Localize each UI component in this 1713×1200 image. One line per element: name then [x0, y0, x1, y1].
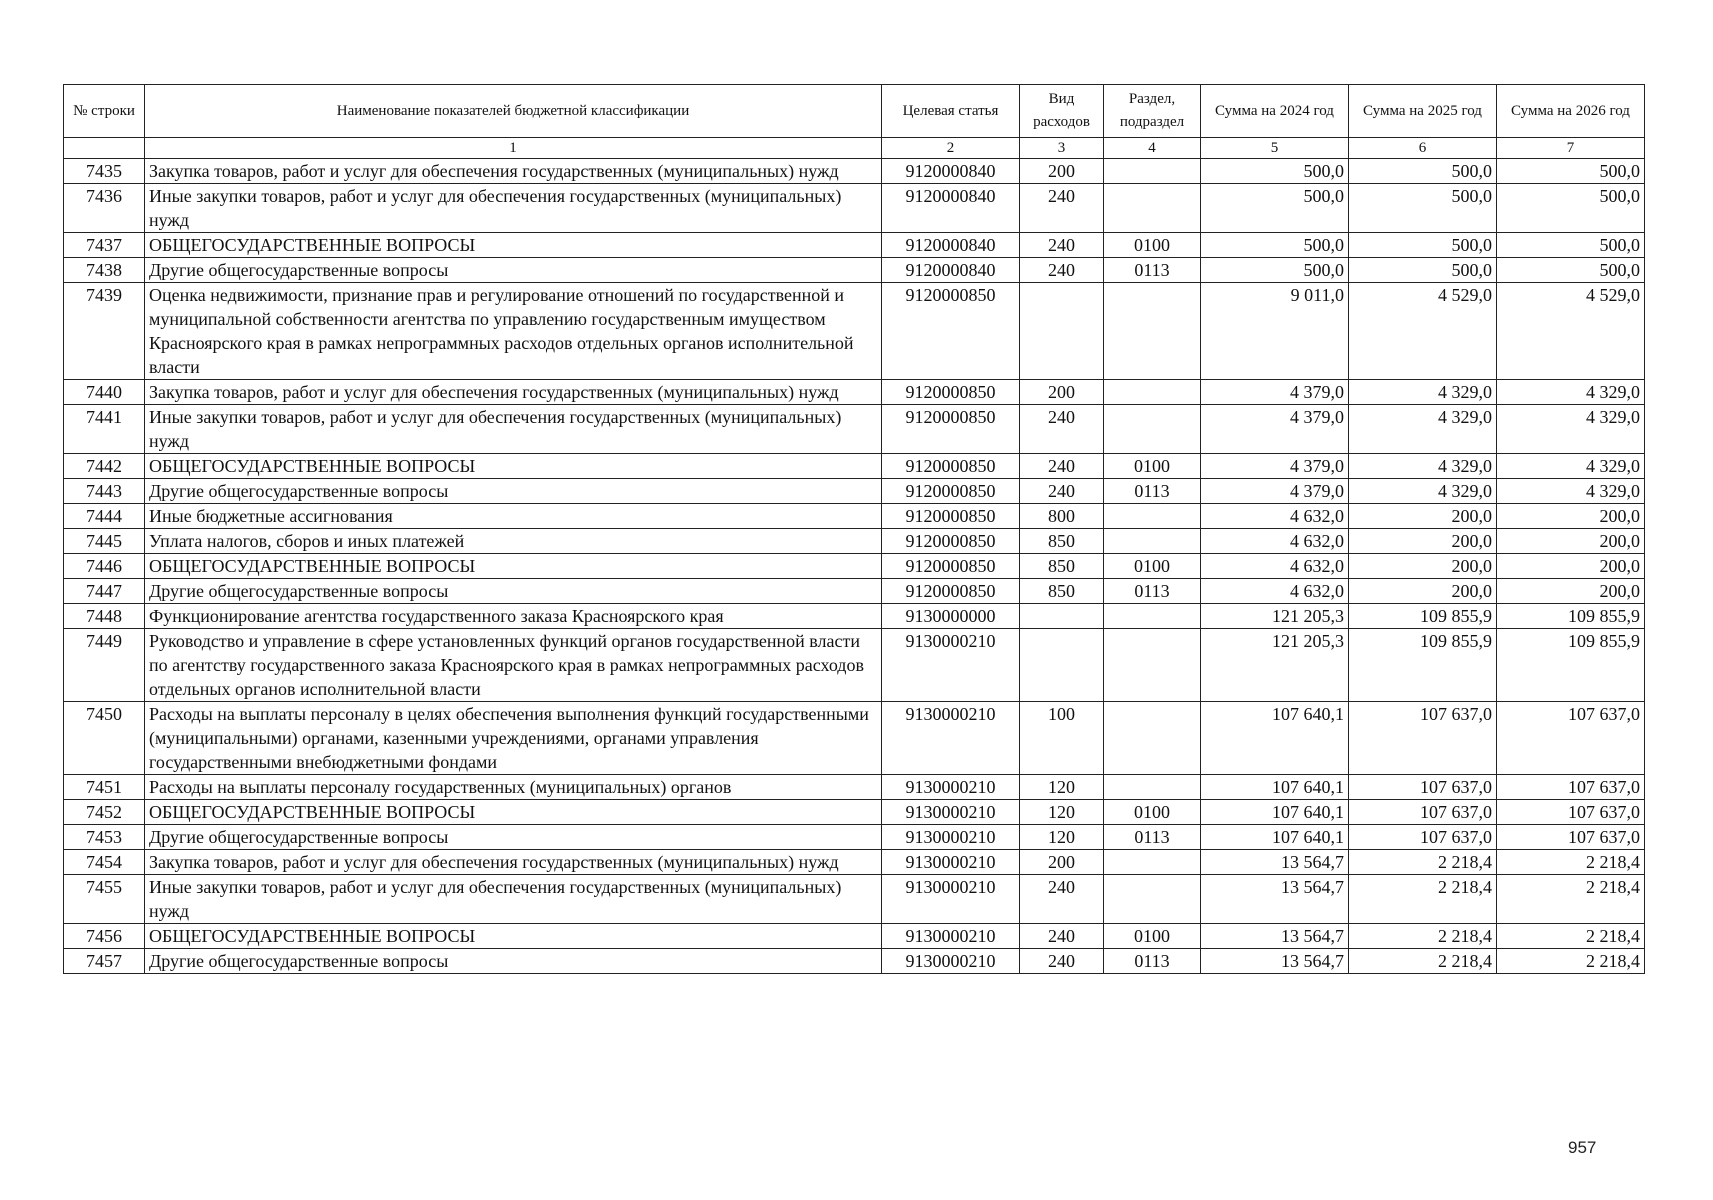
row-section-code — [1104, 875, 1201, 924]
row-target-code: 9120000840 — [882, 184, 1020, 233]
row-sum-2025: 107 637,0 — [1349, 825, 1497, 850]
row-name: ОБЩЕГОСУДАРСТВЕННЫЕ ВОПРОСЫ — [145, 554, 882, 579]
row-number: 7438 — [64, 258, 145, 283]
row-expense-type: 120 — [1020, 775, 1104, 800]
row-sum-2026: 200,0 — [1497, 579, 1645, 604]
row-name: Другие общегосударственные вопросы — [145, 579, 882, 604]
row-sum-2024: 107 640,1 — [1201, 825, 1349, 850]
row-sum-2026: 109 855,9 — [1497, 629, 1645, 702]
row-expense-type: 240 — [1020, 184, 1104, 233]
row-name: Расходы на выплаты персоналу государственных (муниципальных) органов — [145, 775, 882, 800]
row-expense-type: 240 — [1020, 454, 1104, 479]
row-target-code: 9130000210 — [882, 800, 1020, 825]
header-vid: Вид расходов — [1020, 85, 1104, 138]
row-section-code: 0100 — [1104, 554, 1201, 579]
row-sum-2024: 13 564,7 — [1201, 875, 1349, 924]
row-sum-2025: 200,0 — [1349, 504, 1497, 529]
row-expense-type: 240 — [1020, 258, 1104, 283]
row-target-code: 9120000840 — [882, 258, 1020, 283]
row-section-code: 0113 — [1104, 825, 1201, 850]
table-row — [64, 233, 1645, 258]
row-sum-2024: 500,0 — [1201, 184, 1349, 233]
row-expense-type: 850 — [1020, 579, 1104, 604]
column-number-empty — [64, 138, 145, 159]
row-sum-2026: 4 329,0 — [1497, 454, 1645, 479]
row-section-code: 0113 — [1104, 579, 1201, 604]
row-sum-2026: 107 637,0 — [1497, 825, 1645, 850]
row-section-code — [1104, 702, 1201, 775]
table-row — [64, 702, 1645, 775]
row-sum-2024: 107 640,1 — [1201, 775, 1349, 800]
row-expense-type — [1020, 629, 1104, 702]
row-sum-2025: 500,0 — [1349, 258, 1497, 283]
row-sum-2024: 4 379,0 — [1201, 454, 1349, 479]
header-sum-2026: Сумма на 2026 год — [1497, 85, 1645, 138]
row-sum-2024: 4 632,0 — [1201, 504, 1349, 529]
table-row — [64, 554, 1645, 579]
table-body — [64, 159, 1645, 974]
table-row — [64, 924, 1645, 949]
table-row — [64, 454, 1645, 479]
row-sum-2026: 4 529,0 — [1497, 283, 1645, 380]
row-name: Другие общегосударственные вопросы — [145, 825, 882, 850]
row-sum-2026: 2 218,4 — [1497, 924, 1645, 949]
row-sum-2026: 4 329,0 — [1497, 479, 1645, 504]
table-row — [64, 504, 1645, 529]
row-expense-type: 240 — [1020, 479, 1104, 504]
row-sum-2024: 107 640,1 — [1201, 800, 1349, 825]
row-name: Расходы на выплаты персоналу в целях обеспечения выполнения функций государственными (муниципальными) органами, казенными учреждениями, органами управления государственными внебюджетными фондами — [145, 702, 882, 775]
row-name: Закупка товаров, работ и услуг для обеспечения государственных (муниципальных) нужд — [145, 850, 882, 875]
row-expense-type: 120 — [1020, 825, 1104, 850]
row-name: Другие общегосударственные вопросы — [145, 949, 882, 974]
row-number: 7442 — [64, 454, 145, 479]
row-name: Уплата налогов, сборов и иных платежей — [145, 529, 882, 554]
row-expense-type: 240 — [1020, 875, 1104, 924]
table-row — [64, 405, 1645, 454]
row-expense-type: 240 — [1020, 924, 1104, 949]
row-section-code — [1104, 283, 1201, 380]
row-expense-type: 200 — [1020, 380, 1104, 405]
row-section-code — [1104, 775, 1201, 800]
row-section-code — [1104, 850, 1201, 875]
row-section-code: 0113 — [1104, 479, 1201, 504]
row-section-code: 0100 — [1104, 800, 1201, 825]
row-target-code: 9120000850 — [882, 454, 1020, 479]
header-row-no: № строки — [64, 85, 145, 138]
row-target-code: 9130000210 — [882, 775, 1020, 800]
row-name: Оценка недвижимости, признание прав и регулирование отношений по государственной и муниципальной собственности агентства по управлению государственным имуществом Красноярского края в рамках непрограммных расходов отдельных органов исполнительной власти — [145, 283, 882, 380]
row-name: Иные закупки товаров, работ и услуг для обеспечения государственных (муниципальных) нужд — [145, 405, 882, 454]
row-sum-2025: 500,0 — [1349, 184, 1497, 233]
header-row — [64, 85, 1645, 138]
header-target: Целевая статья — [882, 85, 1020, 138]
row-sum-2025: 2 218,4 — [1349, 850, 1497, 875]
row-number: 7451 — [64, 775, 145, 800]
row-target-code: 9130000210 — [882, 949, 1020, 974]
row-number: 7446 — [64, 554, 145, 579]
row-number: 7455 — [64, 875, 145, 924]
row-name: Иные бюджетные ассигнования — [145, 504, 882, 529]
row-number: 7437 — [64, 233, 145, 258]
row-name: Закупка товаров, работ и услуг для обеспечения государственных (муниципальных) нужд — [145, 380, 882, 405]
row-sum-2024: 4 379,0 — [1201, 405, 1349, 454]
header-sum-2024: Сумма на 2024 год — [1201, 85, 1349, 138]
row-name: Иные закупки товаров, работ и услуг для обеспечения государственных (муниципальных) нужд — [145, 184, 882, 233]
row-target-code: 9130000210 — [882, 629, 1020, 702]
table-row — [64, 258, 1645, 283]
row-sum-2026: 500,0 — [1497, 258, 1645, 283]
row-sum-2024: 4 632,0 — [1201, 579, 1349, 604]
row-sum-2025: 109 855,9 — [1349, 629, 1497, 702]
row-sum-2025: 4 529,0 — [1349, 283, 1497, 380]
row-sum-2024: 4 632,0 — [1201, 529, 1349, 554]
row-name: Иные закупки товаров, работ и услуг для обеспечения государственных (муниципальных) нужд — [145, 875, 882, 924]
row-sum-2026: 107 637,0 — [1497, 702, 1645, 775]
row-expense-type — [1020, 283, 1104, 380]
table-row — [64, 875, 1645, 924]
header-section: Раздел, подраздел — [1104, 85, 1201, 138]
row-name: Функционирование агентства государственного заказа Красноярского края — [145, 604, 882, 629]
row-number: 7435 — [64, 159, 145, 184]
row-number: 7436 — [64, 184, 145, 233]
row-sum-2024: 4 632,0 — [1201, 554, 1349, 579]
row-expense-type: 120 — [1020, 800, 1104, 825]
row-sum-2024: 107 640,1 — [1201, 702, 1349, 775]
row-sum-2026: 500,0 — [1497, 233, 1645, 258]
row-target-code: 9130000210 — [882, 825, 1020, 850]
row-expense-type — [1020, 604, 1104, 629]
row-sum-2024: 500,0 — [1201, 258, 1349, 283]
row-expense-type: 200 — [1020, 159, 1104, 184]
row-expense-type: 200 — [1020, 850, 1104, 875]
row-sum-2025: 2 218,4 — [1349, 924, 1497, 949]
row-section-code — [1104, 604, 1201, 629]
row-section-code — [1104, 405, 1201, 454]
row-number: 7439 — [64, 283, 145, 380]
row-sum-2024: 500,0 — [1201, 159, 1349, 184]
column-number: 6 — [1349, 138, 1497, 159]
row-sum-2025: 2 218,4 — [1349, 949, 1497, 974]
row-number: 7454 — [64, 850, 145, 875]
row-sum-2024: 13 564,7 — [1201, 924, 1349, 949]
row-section-code — [1104, 184, 1201, 233]
row-sum-2024: 13 564,7 — [1201, 850, 1349, 875]
table-row — [64, 184, 1645, 233]
row-sum-2024: 121 205,3 — [1201, 629, 1349, 702]
row-target-code: 9130000210 — [882, 850, 1020, 875]
row-sum-2024: 4 379,0 — [1201, 380, 1349, 405]
row-section-code: 0100 — [1104, 233, 1201, 258]
row-section-code — [1104, 629, 1201, 702]
column-number: 2 — [882, 138, 1020, 159]
row-target-code: 9130000210 — [882, 702, 1020, 775]
row-number: 7440 — [64, 380, 145, 405]
row-target-code: 9120000850 — [882, 283, 1020, 380]
row-expense-type: 850 — [1020, 529, 1104, 554]
row-sum-2024: 13 564,7 — [1201, 949, 1349, 974]
column-number: 7 — [1497, 138, 1645, 159]
row-sum-2026: 109 855,9 — [1497, 604, 1645, 629]
table-row — [64, 529, 1645, 554]
row-section-code — [1104, 504, 1201, 529]
row-sum-2024: 500,0 — [1201, 233, 1349, 258]
row-expense-type: 240 — [1020, 233, 1104, 258]
row-number: 7449 — [64, 629, 145, 702]
table-row — [64, 604, 1645, 629]
row-section-code: 0113 — [1104, 949, 1201, 974]
row-sum-2025: 107 637,0 — [1349, 702, 1497, 775]
row-section-code: 0113 — [1104, 258, 1201, 283]
row-number: 7448 — [64, 604, 145, 629]
row-sum-2025: 4 329,0 — [1349, 479, 1497, 504]
table-row — [64, 800, 1645, 825]
row-expense-type: 240 — [1020, 949, 1104, 974]
table-row — [64, 579, 1645, 604]
row-number: 7443 — [64, 479, 145, 504]
row-number: 7450 — [64, 702, 145, 775]
table-row — [64, 380, 1645, 405]
header-sum-2025: Сумма на 2025 год — [1349, 85, 1497, 138]
row-sum-2026: 200,0 — [1497, 529, 1645, 554]
column-number: 1 — [145, 138, 882, 159]
column-number: 3 — [1020, 138, 1104, 159]
row-sum-2025: 500,0 — [1349, 233, 1497, 258]
row-sum-2025: 4 329,0 — [1349, 454, 1497, 479]
row-number: 7447 — [64, 579, 145, 604]
row-target-code: 9130000210 — [882, 924, 1020, 949]
row-expense-type: 800 — [1020, 504, 1104, 529]
row-target-code: 9120000850 — [882, 405, 1020, 454]
row-target-code: 9120000850 — [882, 529, 1020, 554]
row-section-code: 0100 — [1104, 924, 1201, 949]
column-number: 5 — [1201, 138, 1349, 159]
header-name: Наименование показателей бюджетной классификации — [145, 85, 882, 138]
table-row — [64, 850, 1645, 875]
row-sum-2024: 121 205,3 — [1201, 604, 1349, 629]
column-number-row — [64, 138, 1645, 159]
row-sum-2026: 200,0 — [1497, 504, 1645, 529]
row-name: Другие общегосударственные вопросы — [145, 258, 882, 283]
row-target-code: 9120000850 — [882, 380, 1020, 405]
row-sum-2026: 2 218,4 — [1497, 850, 1645, 875]
table-row — [64, 629, 1645, 702]
row-section-code — [1104, 380, 1201, 405]
row-name: Руководство и управление в сфере установленных функций органов государственной власти по агентству государственного заказа Красноярского края в рамках непрограммных расходов отдельных органов исполнительной власти — [145, 629, 882, 702]
table-row — [64, 775, 1645, 800]
table-row — [64, 159, 1645, 184]
table-row — [64, 479, 1645, 504]
table-row — [64, 825, 1645, 850]
budget-table — [63, 84, 1645, 974]
row-sum-2026: 500,0 — [1497, 159, 1645, 184]
row-name: ОБЩЕГОСУДАРСТВЕННЫЕ ВОПРОСЫ — [145, 924, 882, 949]
row-sum-2024: 9 011,0 — [1201, 283, 1349, 380]
row-sum-2025: 4 329,0 — [1349, 405, 1497, 454]
row-sum-2024: 4 379,0 — [1201, 479, 1349, 504]
row-sum-2025: 200,0 — [1349, 554, 1497, 579]
table-row — [64, 949, 1645, 974]
row-target-code: 9120000840 — [882, 159, 1020, 184]
row-number: 7456 — [64, 924, 145, 949]
row-target-code: 9130000210 — [882, 875, 1020, 924]
row-sum-2025: 109 855,9 — [1349, 604, 1497, 629]
row-sum-2026: 107 637,0 — [1497, 800, 1645, 825]
row-name: ОБЩЕГОСУДАРСТВЕННЫЕ ВОПРОСЫ — [145, 454, 882, 479]
row-sum-2025: 500,0 — [1349, 159, 1497, 184]
row-sum-2026: 2 218,4 — [1497, 949, 1645, 974]
row-number: 7444 — [64, 504, 145, 529]
row-section-code — [1104, 159, 1201, 184]
column-number: 4 — [1104, 138, 1201, 159]
row-sum-2025: 2 218,4 — [1349, 875, 1497, 924]
row-expense-type: 240 — [1020, 405, 1104, 454]
row-target-code: 9120000850 — [882, 504, 1020, 529]
row-target-code: 9120000840 — [882, 233, 1020, 258]
row-section-code: 0100 — [1104, 454, 1201, 479]
row-sum-2025: 200,0 — [1349, 579, 1497, 604]
row-target-code: 9130000000 — [882, 604, 1020, 629]
table-row — [64, 283, 1645, 380]
row-expense-type: 100 — [1020, 702, 1104, 775]
row-sum-2025: 200,0 — [1349, 529, 1497, 554]
row-sum-2026: 4 329,0 — [1497, 380, 1645, 405]
row-name: ОБЩЕГОСУДАРСТВЕННЫЕ ВОПРОСЫ — [145, 233, 882, 258]
row-sum-2025: 107 637,0 — [1349, 800, 1497, 825]
row-expense-type: 850 — [1020, 554, 1104, 579]
row-target-code: 9120000850 — [882, 579, 1020, 604]
row-sum-2025: 4 329,0 — [1349, 380, 1497, 405]
row-number: 7457 — [64, 949, 145, 974]
row-name: Другие общегосударственные вопросы — [145, 479, 882, 504]
page-number: 957 — [1568, 1138, 1597, 1157]
row-number: 7452 — [64, 800, 145, 825]
row-target-code: 9120000850 — [882, 479, 1020, 504]
row-number: 7453 — [64, 825, 145, 850]
row-target-code: 9120000850 — [882, 554, 1020, 579]
row-sum-2025: 107 637,0 — [1349, 775, 1497, 800]
row-sum-2026: 107 637,0 — [1497, 775, 1645, 800]
row-section-code — [1104, 529, 1201, 554]
row-number: 7445 — [64, 529, 145, 554]
row-sum-2026: 4 329,0 — [1497, 405, 1645, 454]
row-number: 7441 — [64, 405, 145, 454]
row-name: Закупка товаров, работ и услуг для обеспечения государственных (муниципальных) нужд — [145, 159, 882, 184]
row-name: ОБЩЕГОСУДАРСТВЕННЫЕ ВОПРОСЫ — [145, 800, 882, 825]
row-sum-2026: 2 218,4 — [1497, 875, 1645, 924]
row-sum-2026: 500,0 — [1497, 184, 1645, 233]
row-sum-2026: 200,0 — [1497, 554, 1645, 579]
